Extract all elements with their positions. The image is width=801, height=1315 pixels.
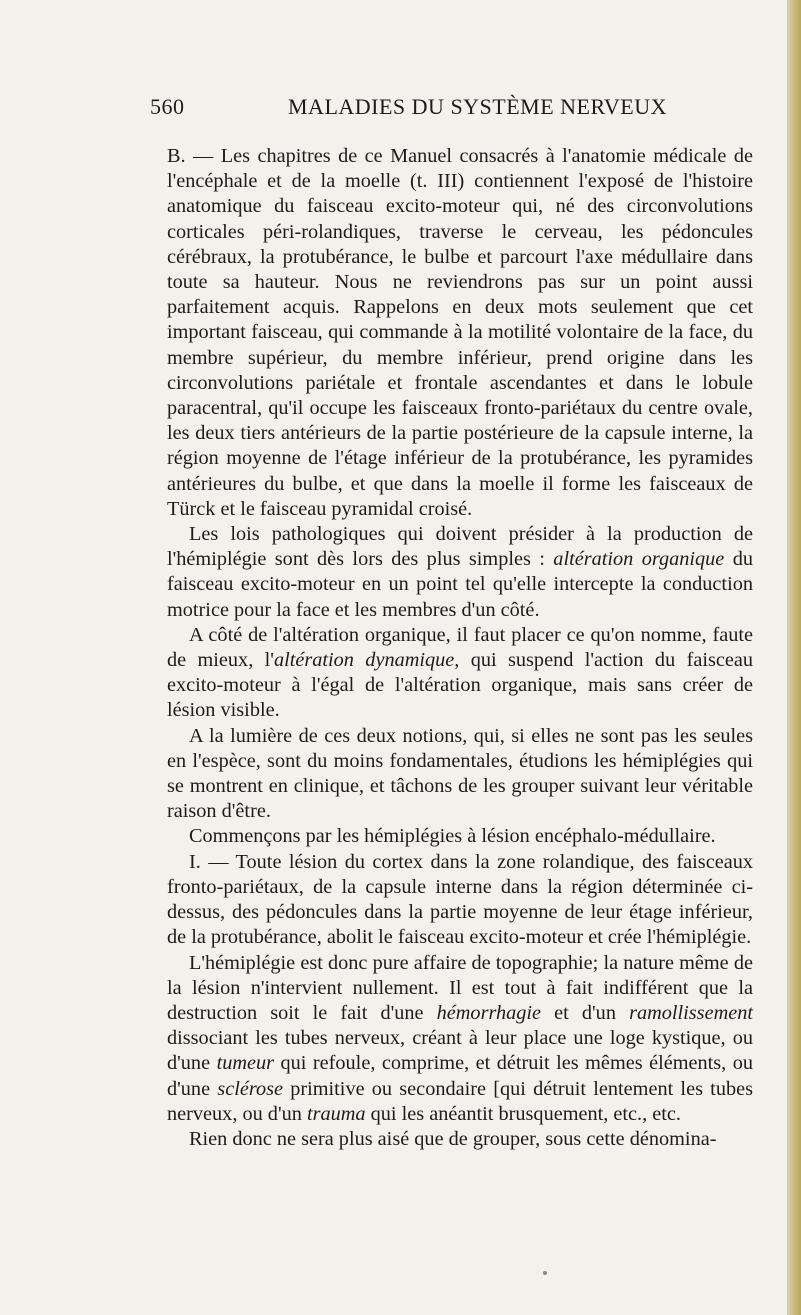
paragraph-3 [167,623,753,724]
running-title: MALADIES DU SYSTÈME NERVEUX [288,94,668,119]
paragraph-text: primitive ou secondaire [qui détruit lentement les tubes nerveux, ou d'un [167,1077,753,1125]
italic-term: altération organique [553,548,725,571]
paragraph-text: L'hémiplégie est donc pure affaire de topographie; la nature même de la lésion n'intervient nullement. Il est tout à fait indifférent que la destruction soit le fait d'une [167,951,753,1024]
italic-term: hémorrhagie [436,1001,542,1024]
paragraph-text: I. — Toute lésion du cortex dans la zone rolandique, des faisceaux fronto-pariétaux, de la capsule interne dans la région déterminée ci-dessus, des pédoncules dans la partie moyenne de leur étage inférieur, de la protubérance, abolit le faisceau excito-moteur et crée l'hémiplégie. [167,850,753,949]
italic-term: tumeur [216,1052,275,1075]
paragraph-text: A côté de l'altération organique, il faut placer ce qu'on nomme, faute de mieux, l' [167,623,753,672]
paragraph-7 [167,951,753,1127]
page-number: 560 [150,94,185,119]
paragraph-text: Les lois pathologiques qui doivent présider à la production de l'hémiplégie sont dès lors des plus simples : [167,523,753,571]
body-text [167,144,753,1152]
paragraph-text: du faisceau excito-moteur en un point tel qu'elle intercepte la conduction motrice pour la face et les membres d'un côté. [167,548,753,621]
paragraph-text: Rien donc ne sera plus aisé que de grouper, sous cette dénomina- [189,1127,717,1150]
paragraph-text: A la lumière de ces deux notions, qui, si elles ne sont pas les seules en l'espèce, sont du moins fondamentales, étudions les hémiplégies qui se montrent en clinique, et tâchons de les grouper suivant leur véritable raison d'être. [167,724,753,823]
paragraph-6 [167,850,753,951]
italic-term: ramollissement [629,1001,753,1024]
italic-term: sclérose [217,1077,284,1100]
paragraph-5 [167,824,753,849]
paragraph-8 [167,1127,753,1152]
paragraph-text: qui suspend l'action du faisceau excito-moteur à l'égal de l'altération organique, mais sans créer de lésion visible. [167,649,754,722]
page-edge [787,0,801,1315]
paragraph-text: dissociant les tubes nerveux, créant à leur place une loge kystique, ou d'une [167,1027,753,1075]
paragraph-text: qui les anéantit brusquement, etc., etc. [365,1102,681,1125]
paragraph-text: et d'un [541,1001,630,1024]
italic-term: trauma [306,1102,366,1125]
paragraph-text: Commençons par les hémiplégies à lésion encéphalo-médullaire. [189,825,716,848]
paragraph-2 [167,522,753,623]
ink-speck [543,1271,547,1275]
italic-term: altération dynamique, [273,649,460,672]
paragraph-4 [167,724,753,825]
paragraph-1 [167,144,753,522]
page-header [150,94,670,124]
paragraph-text: qui refoule, comprime, et détruit les mêmes éléments, ou d'une [167,1052,753,1100]
paragraph-text: B. — Les chapitres de ce Manuel consacrés à l'anatomie médicale de l'encéphale et de la moelle (t. III) contiennent l'exposé de l'histoire anatomique du faisceau excito-moteur qui, né des circonvolutions corticales péri-rolandiques, traverse le cerveau, les pédoncules cérébraux, la protubérance, le bulbe et parcourt l'axe médullaire dans toute sa hauteur. Nous ne reviendrons pas sur un point aussi parfaitement acquis. Rappelons en deux mots seulement que cet important faisceau, qui commande à la motilité volontaire de la face, du membre supérieur, du membre inférieur, prend origine dans les circonvolutions pariétale et frontale ascendantes et dans le lobule paracentral, qu'il occupe les faisceaux fronto-pariétaux du centre ovale, les deux tiers antérieurs de la partie postérieure de la capsule interne, la région moyenne de l'étage inférieur de la protubérance, les pyramides antérieures du bulbe, et que dans la moelle il forme les faisceaux de Türck et le faisceau pyramidal croisé. [167,145,753,520]
